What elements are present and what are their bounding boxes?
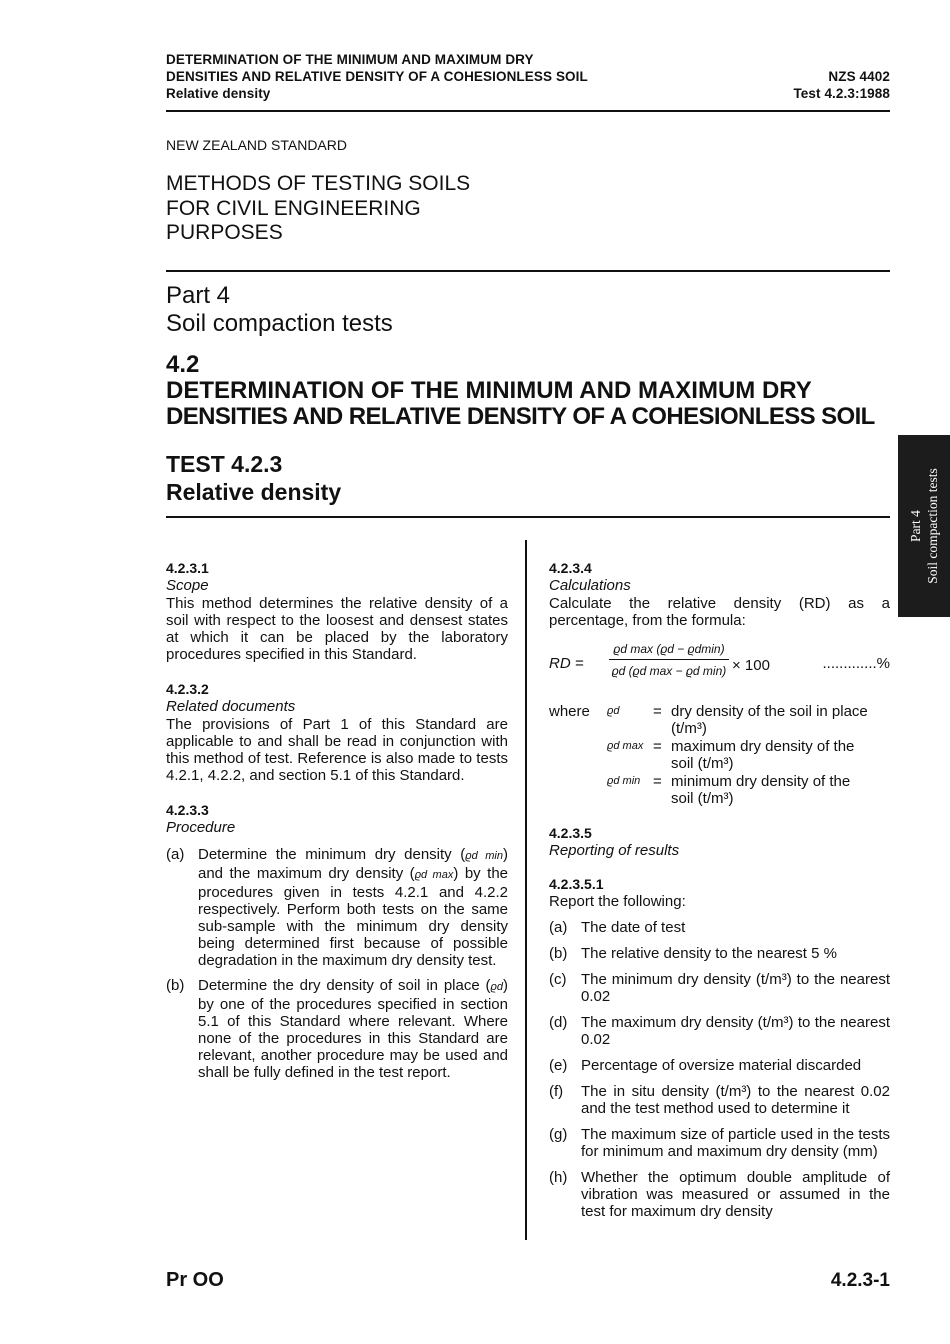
item-text: The maximum dry density (t/m³) to the nearest 0.02 [581,1014,890,1048]
item-label: (a) [166,846,185,863]
formula-fraction [609,641,729,679]
formula-definitions [549,703,890,807]
report-item-h [549,1169,890,1220]
procedure-item-b [166,977,508,1081]
test-number-heading: TEST 4.2.3 [166,451,283,477]
section-number: 4.2 [166,351,200,378]
section-title: Scope [166,577,209,594]
definition-text [671,773,890,807]
section-number: 4.2.3.4 [549,560,592,576]
section-reporting [549,825,890,1220]
definition-line: maximum dry density of the [671,738,855,755]
item-text: The relative density to the nearest 5 % [581,945,837,962]
header-title-line-1: DETERMINATION OF THE MINIMUM AND MAXIMUM DRY [166,52,534,67]
formula-result: .............% [822,655,890,672]
section-number: 4.2.3.5 [549,825,592,841]
header-rule [166,110,890,112]
test-title: Relative density [166,479,342,505]
definition-equals: = [653,738,662,755]
section-title: Procedure [166,819,236,836]
item-text: Determine the minimum dry density ( [198,846,466,863]
column-divider [525,540,527,1240]
section-text: The provisions of Part 1 of this Standard are applicable to and shall be read in conjunction with this method of test. Reference is also made to tests 4.2.1, 4.2.2, and section 5.1 of this Standard. [166,716,508,784]
running-header-reference [793,68,890,102]
section-title-line-1: DETERMINATION OF THE MINIMUM AND MAXIMUM DRY [166,377,812,404]
formula-lhs: RD = [549,655,584,672]
subsection-intro: Report the following: [549,893,686,910]
section-calculations [549,560,890,807]
definition-symbol: ϱd min [607,775,641,787]
footer-left: Pr OO [166,1269,224,1291]
standard-title-line-2: FOR CIVIL ENGINEERING [166,196,421,220]
item-text: The date of test [581,919,686,936]
section-title-line-2: DENSITIES AND RELATIVE DENSITY OF A COHESIONLESS SOIL [166,403,875,430]
header-title-line-3: Relative density [166,86,271,101]
item-text: Percentage of oversize material discarded [581,1057,862,1074]
section-title: Related documents [166,698,296,715]
report-item-c [549,971,890,1005]
formula-denominator: ϱd (ϱd max − ϱd min) [611,664,727,678]
item-label: (d) [549,1014,568,1031]
item-text: The minimum dry density (t/m³) to the nearest 0.02 [581,971,890,1005]
definition-unit: soil (t/m³) [671,790,734,807]
section-text: This method determines the relative density of a soil with respect to the loosest and densest states at which it can be placed by the laboratory procedures specified in this Standard. [166,595,508,663]
item-text: The maximum size of particle used in the tests for minimum and maximum dry density (mm) [581,1126,890,1160]
definition-1 [607,703,890,737]
side-tab-line-1: Part 4 [908,510,923,542]
definition-unit: soil (t/m³) [671,755,734,772]
part-number: Part 4 [166,282,231,309]
item-label: (f) [549,1083,564,1100]
where-label: where [549,703,590,720]
section-title: Reporting of results [549,842,680,859]
symbol: ϱd min [465,850,503,862]
report-item-e [549,1057,890,1074]
section-number: 4.2.3.3 [166,802,209,818]
running-header-title [166,51,588,102]
definition-line: minimum dry density of the [671,773,851,790]
definition-text [671,738,890,772]
test-number: Test 4.2.3:1988 [793,86,890,101]
subsection-number: 4.2.3.5.1 [549,876,604,892]
definition-2 [607,738,890,772]
intro-rule [166,270,890,272]
item-text: ) by the procedures given in tests 4.2.1 and 4.2.2 respectively. Perform both tests on the same sub-sample with the minimum dry density being determined first because of possible degradation in the maximum dry density test. [198,865,509,969]
section-procedure [166,802,508,1081]
definition-equals: = [653,773,662,790]
item-label: (b) [549,945,568,962]
left-column [166,560,508,1081]
definition-symbol: ϱd max [607,740,644,752]
section-title: Calculations [549,577,631,594]
item-text: ) by one of the procedures specified in section 5.1 of this Standard where relevant. Where none of the procedures in this Standard are relevant, another procedure may be used and shall be fully defined in the test report. [198,977,508,1081]
definition-3 [607,773,890,807]
section-text: Calculate the relative density (RD) as a percentage, from the formula: [549,595,890,629]
standard-number: NZS 4402 [828,69,890,84]
fraction-bar [609,659,729,660]
item-label: (c) [549,971,567,988]
right-column [549,560,890,1220]
formula-multiplier: × 100 [732,657,770,674]
definition-text [671,703,890,737]
side-tab [898,435,950,617]
item-text: The in situ density (t/m³) to the nearest 0.02 and the test method used to determine it [581,1083,890,1117]
item-text: Determine the dry density of soil in place ( [198,977,491,994]
definition-line: dry density of the soil in place [671,703,868,720]
section-scope [166,560,508,663]
symbol: ϱd [490,981,503,993]
standard-label: NEW ZEALAND STANDARD [166,137,347,153]
standard-title-line-1: METHODS OF TESTING SOILS [166,172,471,195]
report-item-d [549,1014,890,1048]
item-label: (e) [549,1057,568,1074]
item-text: Whether the optimum double amplitude of vibration was measured or assumed in the test for maximum dry density [581,1169,890,1220]
section-number: 4.2.3.1 [166,560,209,576]
test-rule [166,516,890,518]
report-item-b [549,945,890,962]
item-label: (g) [549,1126,568,1143]
item-text: ) and the maximum dry density ( [198,846,508,882]
symbol: ϱd max [414,869,454,881]
definition-equals: = [653,703,662,720]
formula-numerator: ϱd max (ϱd − ϱdmin) [613,642,725,656]
header-title-line-2: DENSITIES AND RELATIVE DENSITY OF A COHESIONLESS SOIL [166,69,588,84]
standard-title [166,172,470,246]
report-item-a [549,919,890,936]
item-label: (a) [549,919,568,936]
procedure-item-a [166,846,508,969]
definition-unit: (t/m³) [671,720,707,737]
section-number: 4.2.3.2 [166,681,209,697]
report-item-f [549,1083,890,1117]
item-label: (b) [166,977,185,994]
side-tab-text [907,468,941,584]
standard-title-line-3: PURPOSES [166,221,283,244]
part-heading [166,282,393,338]
section-related-documents [166,681,508,784]
item-label: (h) [549,1169,568,1186]
report-item-g [549,1126,890,1160]
test-heading [166,450,341,506]
definition-symbol: ϱd [607,705,620,717]
formula [549,641,890,691]
part-title: Soil compaction tests [166,310,393,337]
section-heading [166,352,875,430]
side-tab-line-2: Soil compaction tests [925,468,940,584]
page-number: 4.2.3-1 [830,1270,890,1291]
